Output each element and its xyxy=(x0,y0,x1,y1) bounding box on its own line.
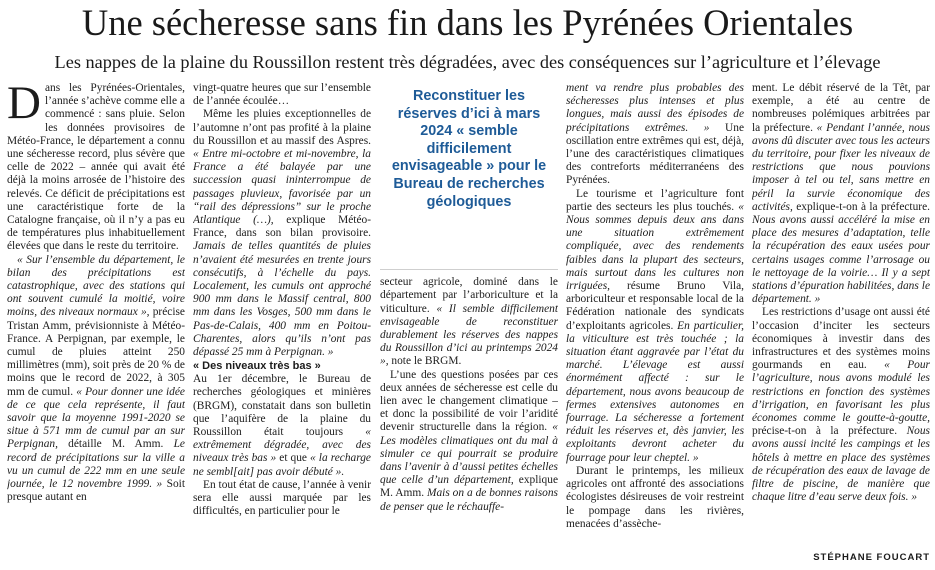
article-column-1 xyxy=(7,82,185,568)
paragraph: Au 1er décembre, le Bureau de recherches géologiques et minières (BRGM), constatait dans son bulletin que l’aquifère de la plaine du Roussillon était toujours « extrêmement dégradée, avec des niveaux très bas » et que « la recharge ne sembl[ait] pas avoir débuté ». xyxy=(193,373,371,478)
paragraph: En tout état de cause, l’année à venir sera elle aussi marquée par les difficultés, en particulier pour le xyxy=(193,478,371,518)
paragraph: Les restrictions d’usage ont aussi été l’occasion d’inciter les secteurs économiques à investir dans des infrastructures et des systèmes moins gourmands en eau. « Pour l’agriculture, nous avons modulé les restrictions en fonction des systèmes d’irrigation, en favorisant les plus économes comme le goutte-à-goutte, précise-t-on à la préfecture. Nous avons aussi incité les campings et les hôtels à mettre en place des systèmes de récupération des eaux de lavage de filtre de piscine, de manière que chaque litre d’eau serve deux fois. » xyxy=(752,306,930,504)
paragraph: Durant le printemps, les milieux agricoles ont affronté des associations écologistes désireuses de voir restreint le pompage dans les rivières, menacées d’assèche- xyxy=(566,464,744,530)
subheadline: Les nappes de la plaine du Roussillon restent très dégradées, avec des conséquences sur l’agriculture et l’élevage xyxy=(54,52,881,72)
article-column-5 xyxy=(752,82,930,550)
pull-quote: Reconstituer les réserves d’ici à mars 2024 « semble difficilement envisageable » pour le Bureau de recherches géologiques xyxy=(391,88,547,210)
article-column-2 xyxy=(193,82,371,568)
article-column-3 xyxy=(380,82,558,568)
paragraph: Même les pluies exceptionnelles de l’automne n’ont pas profité à la plaine du Roussillon et au massif des Aspres. « Entre mi-octobre et mi-novembre, la France a été balayée par une succession quasi ininterrompue de passages pluvieux, favorisée par un “rail des dépressions” sur le proche Atlantique (…), explique Météo-France, dans son bilan provisoire. Jamais de telles quantités de pluies n’avaient été mesurées en trente jours consécutifs, à l’échelle du pays. Localement, les cumuls ont approché 900 mm dans le Massif central, 800 mm dans les Vosges, 500 mm dans le Pas-de-Calais, 400 mm en Poitou-Charentes, alors qu’ils n’ont pas dépassé 25 mm à Perpignan. » xyxy=(193,108,371,359)
article-column-4 xyxy=(566,82,744,568)
paragraph: L’une des questions posées par ces deux années de sécheresse est celle du lien avec le changement climatique – et donc la possibilité de voir l’aridité devenir structurelle dans la région. « Les modèles climatiques ont du mal à simuler ce qui pourrait se produire dans l’avenir à d’aussi petites échelles que celle d’un département, explique M. Amm. Mais on a de bonnes raisons de penser que le réchauffe- xyxy=(380,368,558,513)
headline: Une sécheresse sans fin dans les Pyrénées Orientales xyxy=(81,2,854,43)
paragraph: « Sur l’ensemble du département, le bilan des précipitations est catastrophique, avec des stations qui ont souvent cumulé la moitié, voire moins, des niveaux normaux », précise Tristan Amm, prévisionniste à Météo-France. A Perpignan, par exemple, le cumul de pluies atteint 250 millimètres (mm), soit près de 20 % de moins que le record de 2022, à 305 mm de cumul. « Pour donner une idée de ce que cela représente, il faut savoir que la moyenne 1991-2020 se situe à 571 mm de cumul par an sur Perpignan, détaille M. Amm. Le record de précipitations sur la ville a vu un cumul de 222 mm en une seule journée, le 12 novembre 1999. » Soit presque autant en xyxy=(7,253,185,504)
byline: STÉPHANE FOUCART xyxy=(813,552,930,563)
paragraph: secteur agricole, dominé dans le département par l’arboriculture et la viticulture. « Il semble difficilement envisageable de reconstituer durablement les réserves des nappes du Roussillon d’ici au printemps 2024 », note le BRGM. xyxy=(380,276,558,368)
paragraph: vingt-quatre heures que sur l’ensemble de l’année écoulée… xyxy=(193,82,371,108)
intertitle: « Des niveaux très bas » xyxy=(193,360,321,373)
paragraph: ment. Le débit réservé de la Têt, par exemple, a été au centre de nombreuses polémiques arbitrées par la préfecture. « Pendant l’année, nous avons dû discuter avec tous les acteurs du territoire, pour fixer les niveaux de restrictions que nous pouvions imposer à tel ou tel, sans mettre en péril la survie économique des activités, explique-t-on à la préfecture. Nous avons aussi accéléré la mise en place des mesures d’adaptation, telle la récupération des eaux usées pour certains usages comme l’arrosage ou le nettoyage de la voirie… Il y a sept stations d’épuration habilitées, dans le département. » xyxy=(752,82,930,306)
paragraph: Dans les Pyrénées-Orientales, l’année s’achève comme elle a commencé : sans pluie. Selon les données provisoires de Météo-France, le département a connu une sécheresse record, plus sévère que celle de 2022 – année qui avait été déjà la moins arrosée de l’histoire des relevés. Ce déficit de précipitations est une caractéristique forte de la Catalogne française, où il n’y a pas eu de températures plus inhabituellement élevées que dans le reste du territoire. xyxy=(7,82,185,253)
pull-quote-divider xyxy=(380,269,558,270)
paragraph: Le tourisme et l’agriculture font partie des secteurs les plus touchés. « Nous sommes depuis deux ans dans une situation extrêmement compliquée, avec des rendements faibles dans la plupart des secteurs, mais surtout dans les cultures non irriguées, résume Bruno Vila, arboriculteur et responsable local de la Fédération nationale des syndicats d’exploitants agricoles. En particulier, la viticulture est très touchée ; la situation étant aggravée par l’état du marché. L’élevage est aussi énormément affecté : sur le département, nous avons beaucoup de fermes extensives autonomes en fourrage. La sécheresse a fortement réduit les réserves et, dès janvier, les exploitants devront acheter du fourrage pour leur cheptel. » xyxy=(566,187,744,464)
paragraph: ment va rendre plus probables des sécheresses plus intenses et plus longues, mais aussi des épisodes de précipitations extrêmes. » Une oscillation entre extrêmes qui est, déjà, l’une des caractéristiques climatiques des contreforts méditerranéens des Pyrénées. xyxy=(566,82,744,187)
drop-cap: D xyxy=(7,82,41,129)
